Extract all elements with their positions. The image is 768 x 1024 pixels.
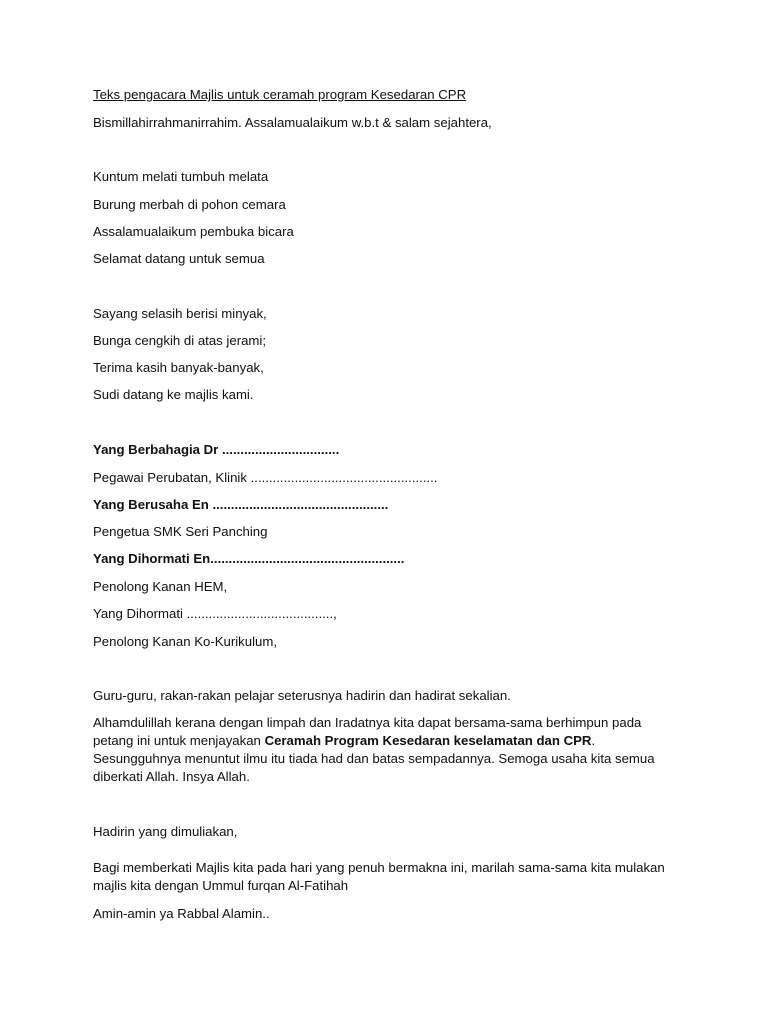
- pantun2-line-4: Sudi datang ke majlis kami.: [93, 387, 254, 402]
- salutation-line-5: Yang Dihormati En.....................................................: [93, 551, 405, 566]
- salutation-line-6: Penolong Kanan HEM,: [93, 579, 228, 594]
- salutation-line-7: Yang Dihormati ........................................,: [93, 606, 337, 621]
- pantun1-line-2: Burung merbah di pohon cemara: [93, 197, 286, 212]
- intro-text-2: . Sesungguhnya menuntut ilmu itu tiada had dan batas sempadannya. Semoga usaha kita semua diberkati Allah. Insya Allah.: [93, 733, 655, 784]
- pantun1-line-4: Selamat datang untuk semua: [93, 251, 265, 266]
- pantun2-line-1: Sayang selasih berisi minyak,: [93, 306, 267, 321]
- pantun2-line-2: Bunga cengkih di atas jerami;: [93, 333, 267, 348]
- salutation-line-3: Yang Berusaha En ................................................: [93, 497, 389, 512]
- salutation-line-1: Yang Berbahagia Dr ................................: [93, 442, 340, 457]
- closing-line: Amin-amin ya Rabbal Alamin..: [93, 906, 270, 921]
- salutation-line-2: Pegawai Perubatan, Klinik ...................................................: [93, 470, 438, 485]
- pantun1-line-3: Assalamualaikum pembuka bicara: [93, 224, 294, 239]
- intro-paragraph: [93, 714, 683, 786]
- document-title: Teks pengacara Majlis untuk ceramah program Kesedaran CPR: [93, 87, 467, 102]
- salutation-line-8: Penolong Kanan Ko-Kurikulum,: [93, 634, 278, 649]
- prayer-paragraph: Bagi memberkati Majlis kita pada hari yang penuh bermakna ini, marilah sama-sama kita mulakan majlis kita dengan Ummul furqan Al-Fatihah: [93, 860, 665, 893]
- audience-line: Guru-guru, rakan-rakan pelajar seterusnya hadirin dan hadirat sekalian.: [93, 688, 511, 703]
- address-line: Hadirin yang dimuliakan,: [93, 824, 238, 839]
- greeting-line: Bismillahirrahmanirrahim. Assalamualaikum w.b.t & salam sejahtera,: [93, 115, 492, 130]
- salutation-line-4: Pengetua SMK Seri Panching: [93, 524, 268, 539]
- pantun1-line-1: Kuntum melati tumbuh melata: [93, 169, 269, 184]
- intro-bold-text: Ceramah Program Kesedaran keselamatan dan CPR: [264, 733, 592, 748]
- pantun2-line-3: Terima kasih banyak-banyak,: [93, 360, 264, 375]
- intro-text-1: Alhamdulillah kerana dengan limpah dan Iradatnya kita dapat bersama-sama berhimpun pada petang ini untuk menjayakan: [93, 715, 642, 748]
